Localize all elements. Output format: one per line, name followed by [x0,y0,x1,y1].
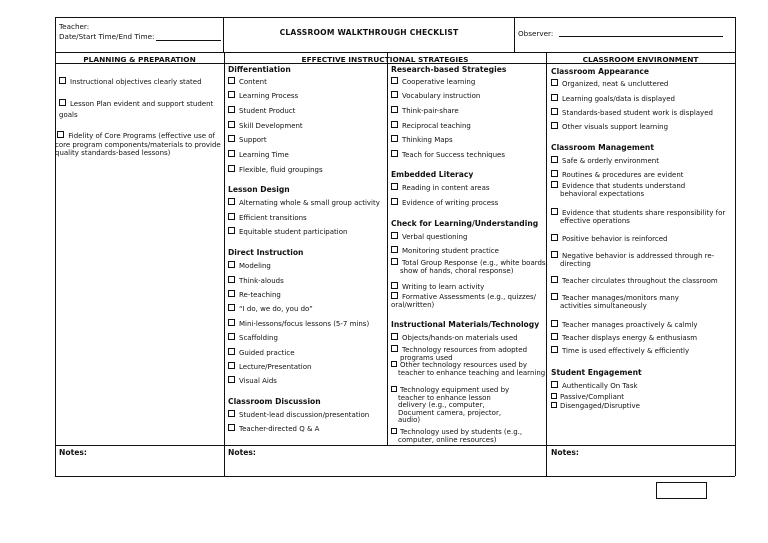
checklist-item: Time is used effectively & efficiently [551,346,689,356]
checkbox-icon [228,261,235,268]
section-title-student-engagement: Student Engagement [551,368,642,377]
checklist-item: Teach for Success techniques [391,150,505,160]
checklist-item: Teacher manages/monitors many activities simultaneously [551,293,710,310]
checkbox-icon [228,362,235,369]
checkbox-icon [551,320,558,327]
checkbox-icon [391,91,398,98]
notes-label: Notes: [59,448,87,457]
checklist-item: Evidence that students understand behavioral expectations [551,181,720,198]
checklist-item: Re-teaching [228,290,281,300]
checklist-item: “I do, we do, you do” [228,304,313,314]
checklist-item: Student Product [228,106,295,116]
section-title-differentiation: Differentiation [228,65,291,74]
checklist-item: Learning goals/data is displayed [551,94,675,104]
checkbox-icon [391,106,398,113]
checkbox-icon [391,345,398,352]
checklist-item: Technology resources from adopted programs used [391,345,552,362]
checklist-item: Evidence of writing process [391,198,498,208]
checklist-item: Reading in content areas [391,183,490,193]
notes-label: Notes: [551,448,579,457]
checkbox-icon [391,246,398,253]
checkbox-icon [551,156,558,163]
checkbox-icon [391,232,398,239]
checklist-item: Skill Development [228,121,303,131]
checklist-item: Visual Aids [228,376,277,386]
checkbox-icon [551,393,557,399]
checkbox-icon [551,234,558,241]
checkbox-icon [228,198,235,205]
checkbox-icon [391,150,398,157]
checkbox-icon [228,106,235,113]
checklist-item: Thinking Maps [391,135,453,145]
checklist-item: Learning Time [228,150,289,160]
column-header-planning: PLANNING & PREPARATION [83,55,196,64]
checkbox-icon [551,122,558,129]
checkbox-icon [391,121,398,128]
checkbox-icon [551,276,558,283]
table-top-border [55,17,735,18]
checklist-item: Verbal questioning [391,232,467,242]
checkbox-icon [551,94,558,101]
section-title-classroom-management: Classroom Management [551,143,654,152]
checkbox-icon [228,213,235,220]
checkbox-icon [391,282,398,289]
checkbox-icon [391,135,398,142]
section-title-classroom-appearance: Classroom Appearance [551,67,650,76]
checklist-item: Routines & procedures are evident [551,170,684,180]
header-divider [514,17,515,52]
checkbox-icon [391,258,398,265]
checkbox-icon [391,333,398,340]
checklist-item: Other visuals support learning [551,122,668,132]
checklist-item: Efficient transitions [228,213,307,223]
column-header-environment: CLASSROOM ENVIRONMENT [582,55,699,64]
checklist-item: Instructional objectives clearly stated [59,77,223,87]
checklist-item: Objects/hands-on materials used [391,333,518,343]
notes-label: Notes: [228,448,256,457]
header-bottom-border [55,52,735,53]
checklist-item: Flexible, fluid groupings [228,165,323,175]
date-time-label: Date/Start Time/End Time: [59,32,155,41]
checkbox-icon [228,410,235,417]
checkbox-icon [59,99,66,106]
checklist-item: Monitoring student practice [391,246,499,256]
checkbox-icon [228,376,235,383]
checkbox-icon [551,293,558,300]
checklist-item: Teacher displays energy & enthusiasm [551,333,697,343]
checkbox-icon [551,333,558,340]
checklist-item: Lecture/Presentation [228,362,311,372]
observer-line [559,36,723,37]
checklist-item: Scaffolding [228,333,278,343]
checkbox-icon [228,165,235,172]
checkbox-icon [551,79,558,86]
checklist-item: Cooperative learning [391,77,475,87]
section-title-embedded-literacy: Embedded Literacy [391,170,474,179]
checklist-item: Think-alouds [228,276,284,286]
checklist-item: Authentically On Task [551,381,638,391]
checklist-item: Mini-lessons/focus lessons (5-7 mins) [228,319,369,329]
checklist-item: Teacher-directed Q & A [228,424,319,434]
checkbox-icon [228,333,235,340]
column-header-strategies: EFFECTIVE INSTRUCTIONAL STRATEGIES [301,55,469,64]
observer-label: Observer: [518,29,554,38]
checklist-item: Vocabulary instruction [391,91,480,101]
table-bottom-border [55,476,735,477]
checklist-item: Technology equipment used by teacher to enhance lesson delivery (e.g., computer, Document camera, projector, audio) [391,386,518,425]
column-divider [387,52,388,446]
checklist-item: Modeling [228,261,271,271]
checklist-item: Safe & orderly environment [551,156,659,166]
checklist-item: Passive/Compliant [551,393,624,402]
table-left-border [55,17,56,476]
checklist-item: Reciprocal teaching [391,121,471,131]
checkbox-icon [551,381,558,388]
section-title-instructional-materials: Instructional Materials/Technology [391,320,540,329]
checklist-item: Lesson Plan evident and support student goals [59,100,214,119]
checklist-item: Equitable student participation [228,227,347,237]
checkbox-icon [228,304,235,311]
checkbox-icon [551,346,558,353]
checklist-item: Think-pair-share [391,106,459,116]
checkbox-icon [228,91,235,98]
section-title-lesson-design: Lesson Design [228,185,290,194]
checkbox-icon [551,208,558,215]
checkbox-icon [551,108,558,115]
section-title-classroom-discussion: Classroom Discussion [228,397,321,406]
checklist-item: Negative behavior is addressed through re- directing [551,251,740,268]
checklist-item: Guided practice [228,348,295,358]
checklist-item: Fidelity of Core Programs (effective use of core program components/materials to provide quality standards-based lessons) [55,132,221,158]
checkbox-icon [551,181,558,188]
checkbox-icon [228,77,235,84]
column-divider [224,52,225,476]
checkbox-icon [228,121,235,128]
checkbox-icon [391,428,397,434]
checklist-item: Alternating whole & small group activity [228,198,380,208]
section-title-research-based: Research-based Strategies [391,65,507,74]
checklist-item: Content [228,77,267,87]
checkbox-icon [551,170,558,177]
section-title-check-for-learning: Check for Learning/Understanding [391,219,539,228]
checklist-item: Formative Assessments (e.g., quizzes/ oral/written) [391,293,537,309]
checklist-item: Learning Process [228,91,298,101]
checkbox-icon [228,424,235,431]
checklist-item: Positive behavior is reinforced [551,234,667,244]
checklist-item: Total Group Response (e.g., white boards, show of hands, choral response) [391,258,552,275]
checkbox-icon [59,77,66,84]
checkbox-icon [551,251,558,258]
checkbox-icon [228,135,235,142]
checkbox-icon [228,276,235,283]
checkbox-icon [228,150,235,157]
checklist-item: Teacher circulates throughout the classroom [551,276,718,286]
checklist-item: Technology used by students (e.g., computer, online resources) [391,428,550,444]
checklist-item: Other technology resources used by teacher to enhance teaching and learning [391,361,550,377]
checklist-item: Student-lead discussion/presentation [228,410,369,420]
checklist-item: Disengaged/Disruptive [551,402,640,411]
page-title: CLASSROOM WALKTHROUGH CHECKLIST [279,28,459,37]
checklist-item: Teacher manages proactively & calmly [551,320,698,330]
checkbox-icon [391,386,397,392]
date-time-line [156,40,221,41]
checkbox-icon [228,348,235,355]
checklist-item: Evidence that students share responsibility for effective operations [551,208,740,225]
section-title-direct-instruction: Direct Instruction [228,248,304,257]
checkbox-icon [391,183,398,190]
page-number-box [656,482,707,499]
checklist-item: Writing to learn activity [391,282,484,292]
checklist-item: Support [228,135,267,145]
checkbox-icon [551,402,557,408]
checkbox-icon [228,319,235,326]
checklist-item: Organized, neat & uncluttered [551,79,668,89]
checkbox-icon [228,227,235,234]
notes-top-border [55,445,735,446]
checkbox-icon [391,292,398,299]
checklist-item: Standards-based student work is displayed [551,108,713,118]
checkbox-icon [391,77,398,84]
table-right-border [735,17,736,476]
checkbox-icon [391,361,397,367]
teacher-label: Teacher: [59,22,90,31]
checkbox-icon [228,290,235,297]
checkbox-icon [391,198,398,205]
checkbox-icon [57,131,64,138]
